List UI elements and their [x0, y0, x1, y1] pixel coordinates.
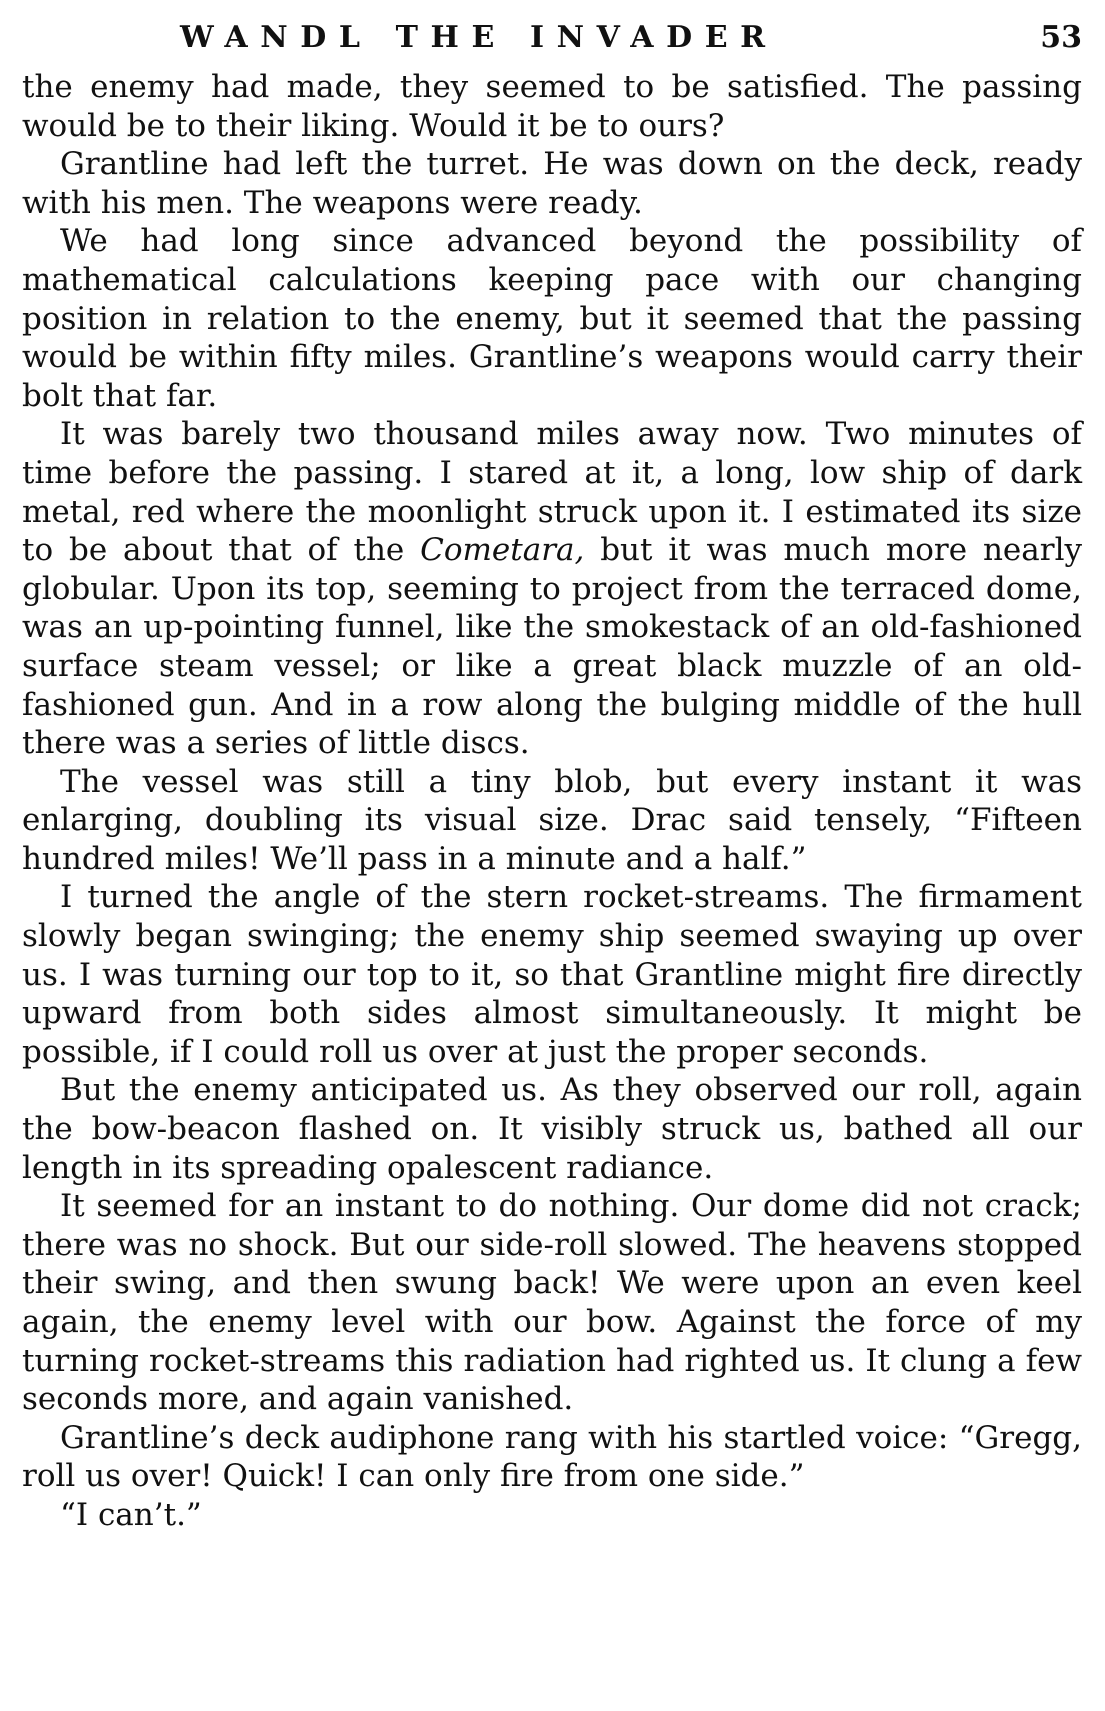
book-page: [22, 18, 1082, 1698]
paragraph: I turned the angle of the stern rocket-streams. The firmament slowly began swinging; the enemy ship seemed swaying up over us. I was turning our top to it, so that Grantline might fire directly upward from both sides almost simultaneously. It might be possible, if I could roll us over at just the proper seconds.: [22, 879, 1082, 1070]
page-number: 53: [1040, 20, 1082, 55]
paragraph-with-ship-name: [22, 415, 1082, 762]
paragraph-text: but it was much more nearly globular. Upon its top, seeming to project from the terraced dome, was an up-pointing funnel, like the smokestack of an old-fashioned surface steam vessel; or like a great black muzzle of an old-fashioned gun. And in a row along the bulging middle of the hull there was a series of little discs.: [22, 532, 1082, 762]
paragraph: We had long since advanced beyond the possibility of mathematical calculations keeping pace with our changing position in relation to the enemy, but it seemed that the passing would be within fifty miles. Grantline’s weapons would carry their bolt that far.: [22, 223, 1082, 414]
paragraph: But the enemy anticipated us. As they observed our roll, again the bow-beacon flashed on. It visibly struck us, bathed all our length in its spreading opalescent radiance.: [22, 1072, 1082, 1186]
running-header: [22, 18, 1082, 62]
ship-name: Cometara,: [420, 532, 585, 569]
paragraph: “I can’t.”: [60, 1496, 202, 1533]
paragraph: Grantline had left the turret. He was down on the deck, ready with his men. The weapons were ready.: [22, 146, 1082, 221]
running-title: WANDL THE INVADER: [180, 20, 778, 55]
paragraph: Grantline’s deck audiphone rang with his startled voice: “Gregg, roll us over! Quick! I can only fire from one side.”: [22, 1419, 1082, 1495]
paragraph: It seemed for an instant to do nothing. Our dome did not crack; there was no shock. But our side-roll slowed. The heavens stopped their swing, and then swung back! We were upon an even keel again, the enemy level with our bow. Against the force of my turning rocket-streams this radiation had righted us. It clung a few seconds more, and again vanished.: [22, 1188, 1082, 1418]
paragraph: The vessel was still a tiny blob, but every instant it was enlarging, doubling its visual size. Drac said tensely, “Fifteen hundred miles! We’ll pass in a minute and a half.”: [22, 763, 1082, 877]
paragraph-continued: the enemy had made, they seemed to be satisfied. The passing would be to their liking. Would it be to ours?: [22, 69, 1082, 144]
paragraph-text: It was barely two thousand miles away now. Two minutes of time before the passing. I stared at it, a long, low ship of dark metal, red where the moonlight struck upon it. I estimated its size to be about that of the: [22, 416, 1082, 569]
body-text: [22, 68, 1082, 1535]
